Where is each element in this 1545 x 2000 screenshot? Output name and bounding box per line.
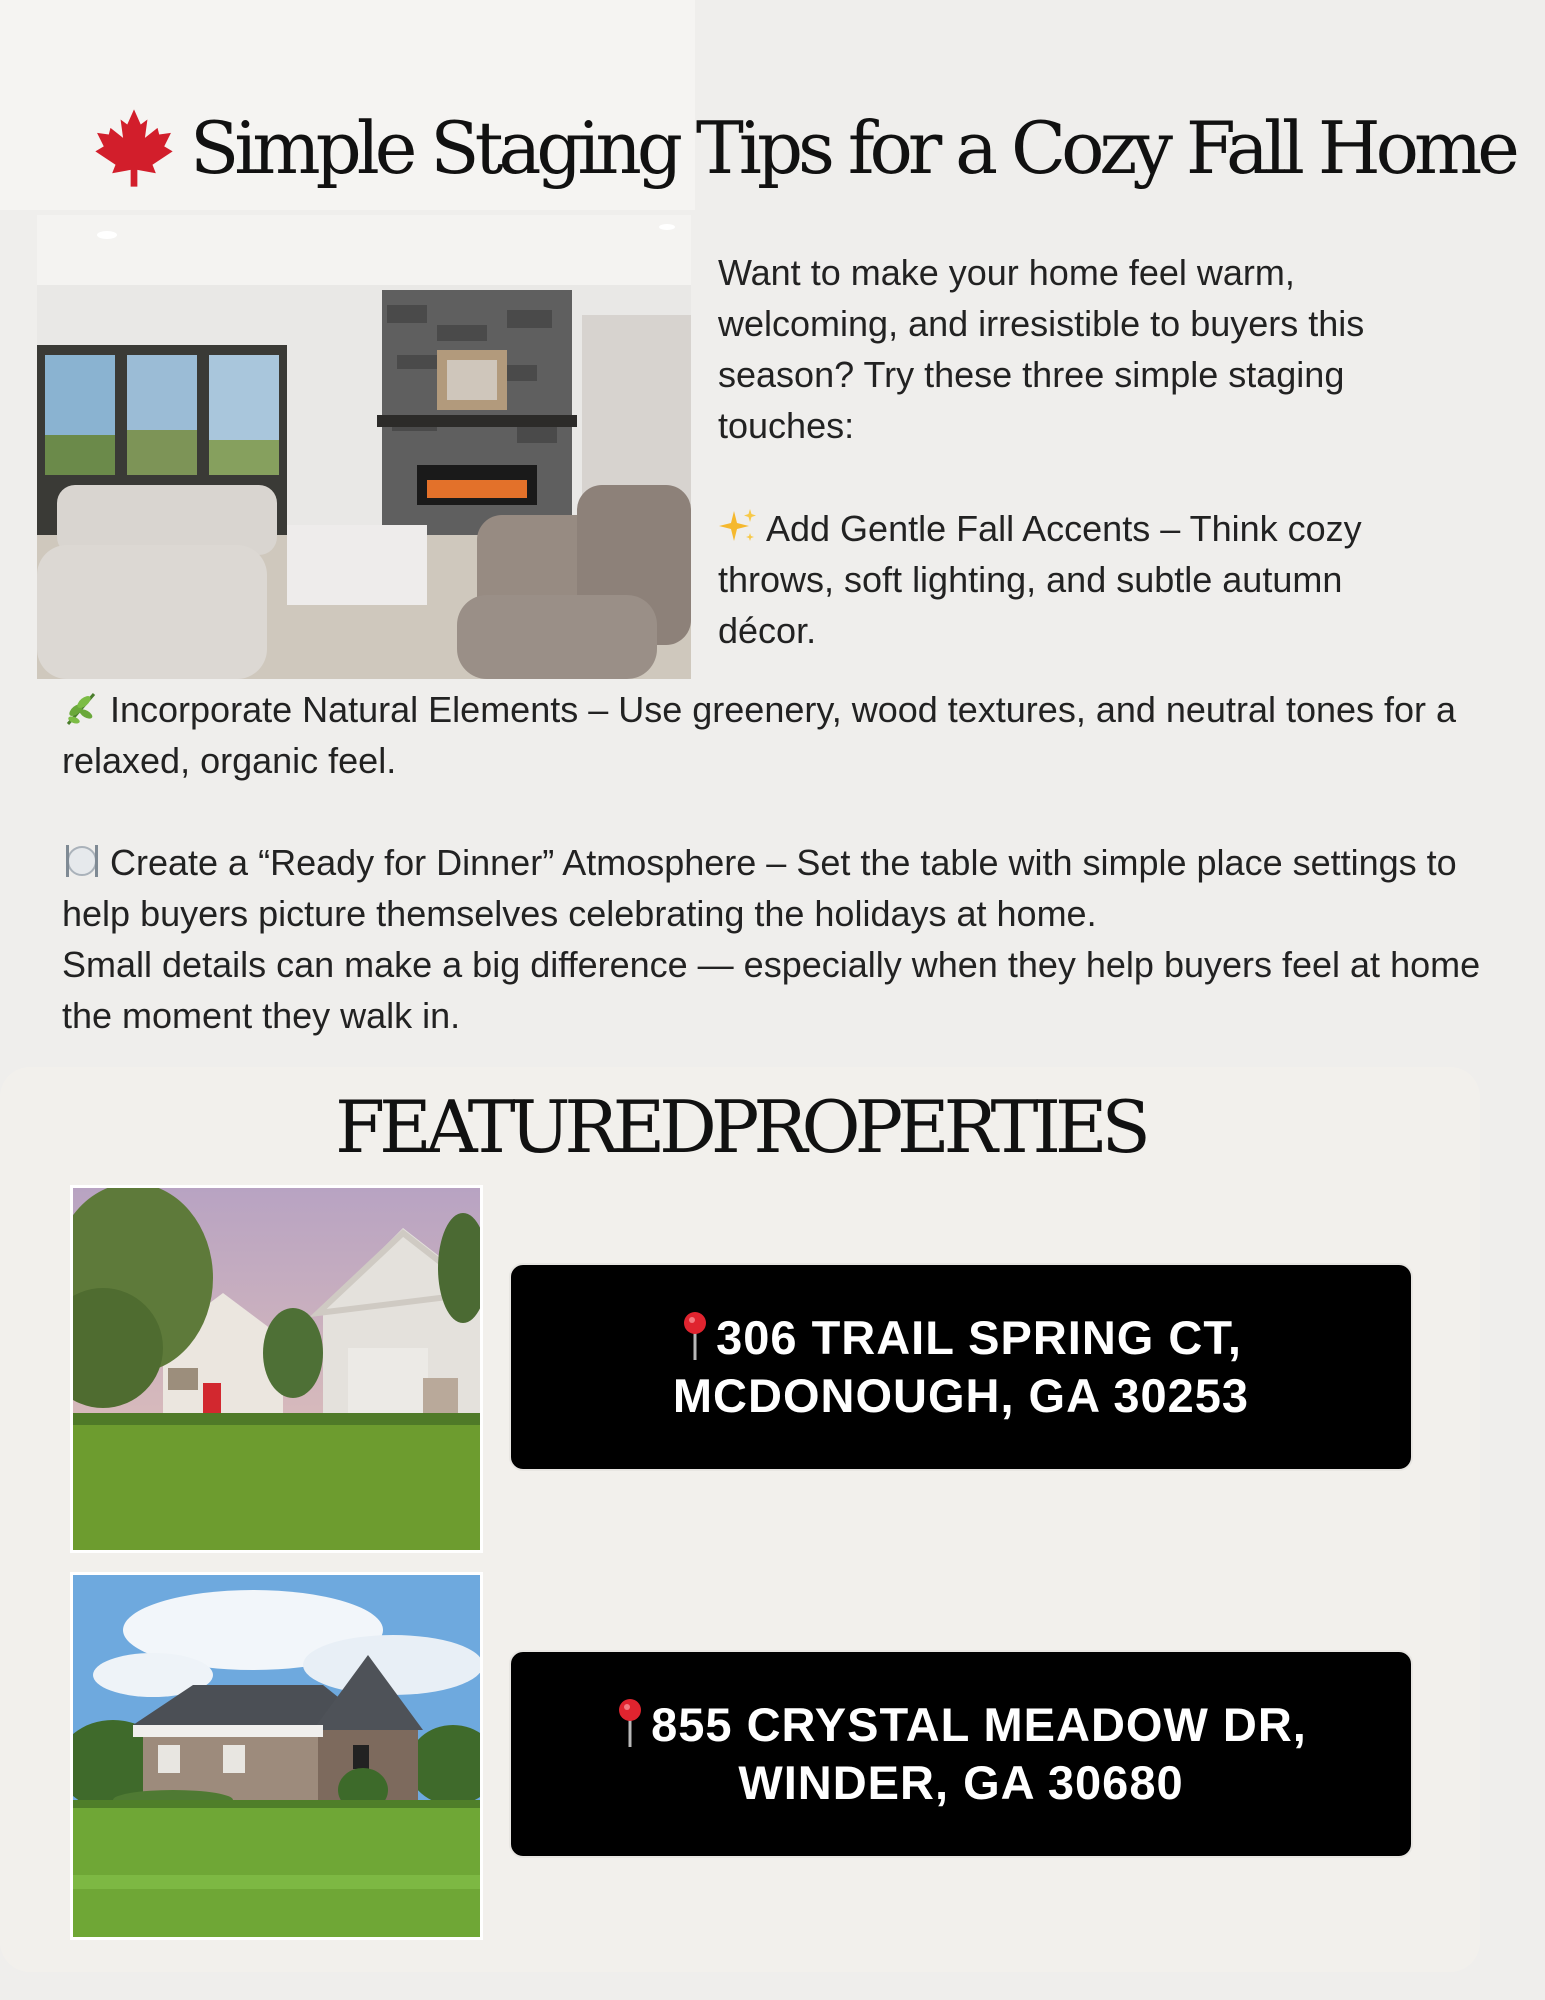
property-photo-trail-spring[interactable] — [70, 1185, 483, 1553]
property-address-card-1[interactable] — [509, 1263, 1413, 1471]
closing-paragraph: Small details can make a big difference — especially when they help buyers feel at home the moment they walk in. — [62, 944, 1481, 1036]
tip-fall-accents — [718, 503, 1438, 656]
tip-fall-accents-text: Add Gentle Fall Accents – Think cozy throws, soft lighting, and subtle autumn décor. — [718, 508, 1362, 651]
sparkles-icon — [718, 507, 758, 547]
map-pin-icon — [680, 1310, 710, 1360]
property-address-card-2[interactable] — [509, 1650, 1413, 1858]
fork-knife-plate-icon — [62, 841, 102, 881]
address-line-1 — [615, 1696, 1307, 1754]
map-pin-icon — [615, 1697, 645, 1747]
address-city: MCDONOUGH, GA 30253 — [672, 1369, 1250, 1422]
address-street: 855 CRYSTAL MEADOW DR, — [651, 1698, 1307, 1751]
property-photo-crystal-meadow[interactable] — [70, 1572, 483, 1940]
herb-icon — [62, 688, 102, 728]
tip-natural-elements-text: Incorporate Natural Elements – Use greenery, wood textures, and neutral tones for a relaxed, organic feel. — [62, 689, 1457, 781]
tip-dinner-atmosphere — [62, 837, 1482, 939]
tip-dinner-atmosphere-text: Create a “Ready for Dinner” Atmosphere – Set the table with simple place settings to help buyers picture themselves celebrating the holidays at home. — [62, 842, 1457, 934]
address-line-1 — [680, 1309, 1242, 1367]
featured-properties-title: FEATUREDPROPERTIES — [335, 1085, 1145, 1169]
maple-leaf-icon — [92, 106, 176, 190]
page-title — [92, 88, 1522, 208]
tip-natural-elements — [62, 684, 1482, 786]
address-city: WINDER, GA 30680 — [738, 1756, 1184, 1809]
address-street: 306 TRAIL SPRING CT, — [716, 1311, 1242, 1364]
intro-paragraph: Want to make your home feel warm, welcoming, and irresistible to buyers this season? Try these three simple staging touches: — [718, 252, 1365, 446]
living-room-photo — [37, 215, 691, 679]
page-title-text: Simple Staging Tips for a Cozy Fall Home — [190, 106, 1515, 190]
